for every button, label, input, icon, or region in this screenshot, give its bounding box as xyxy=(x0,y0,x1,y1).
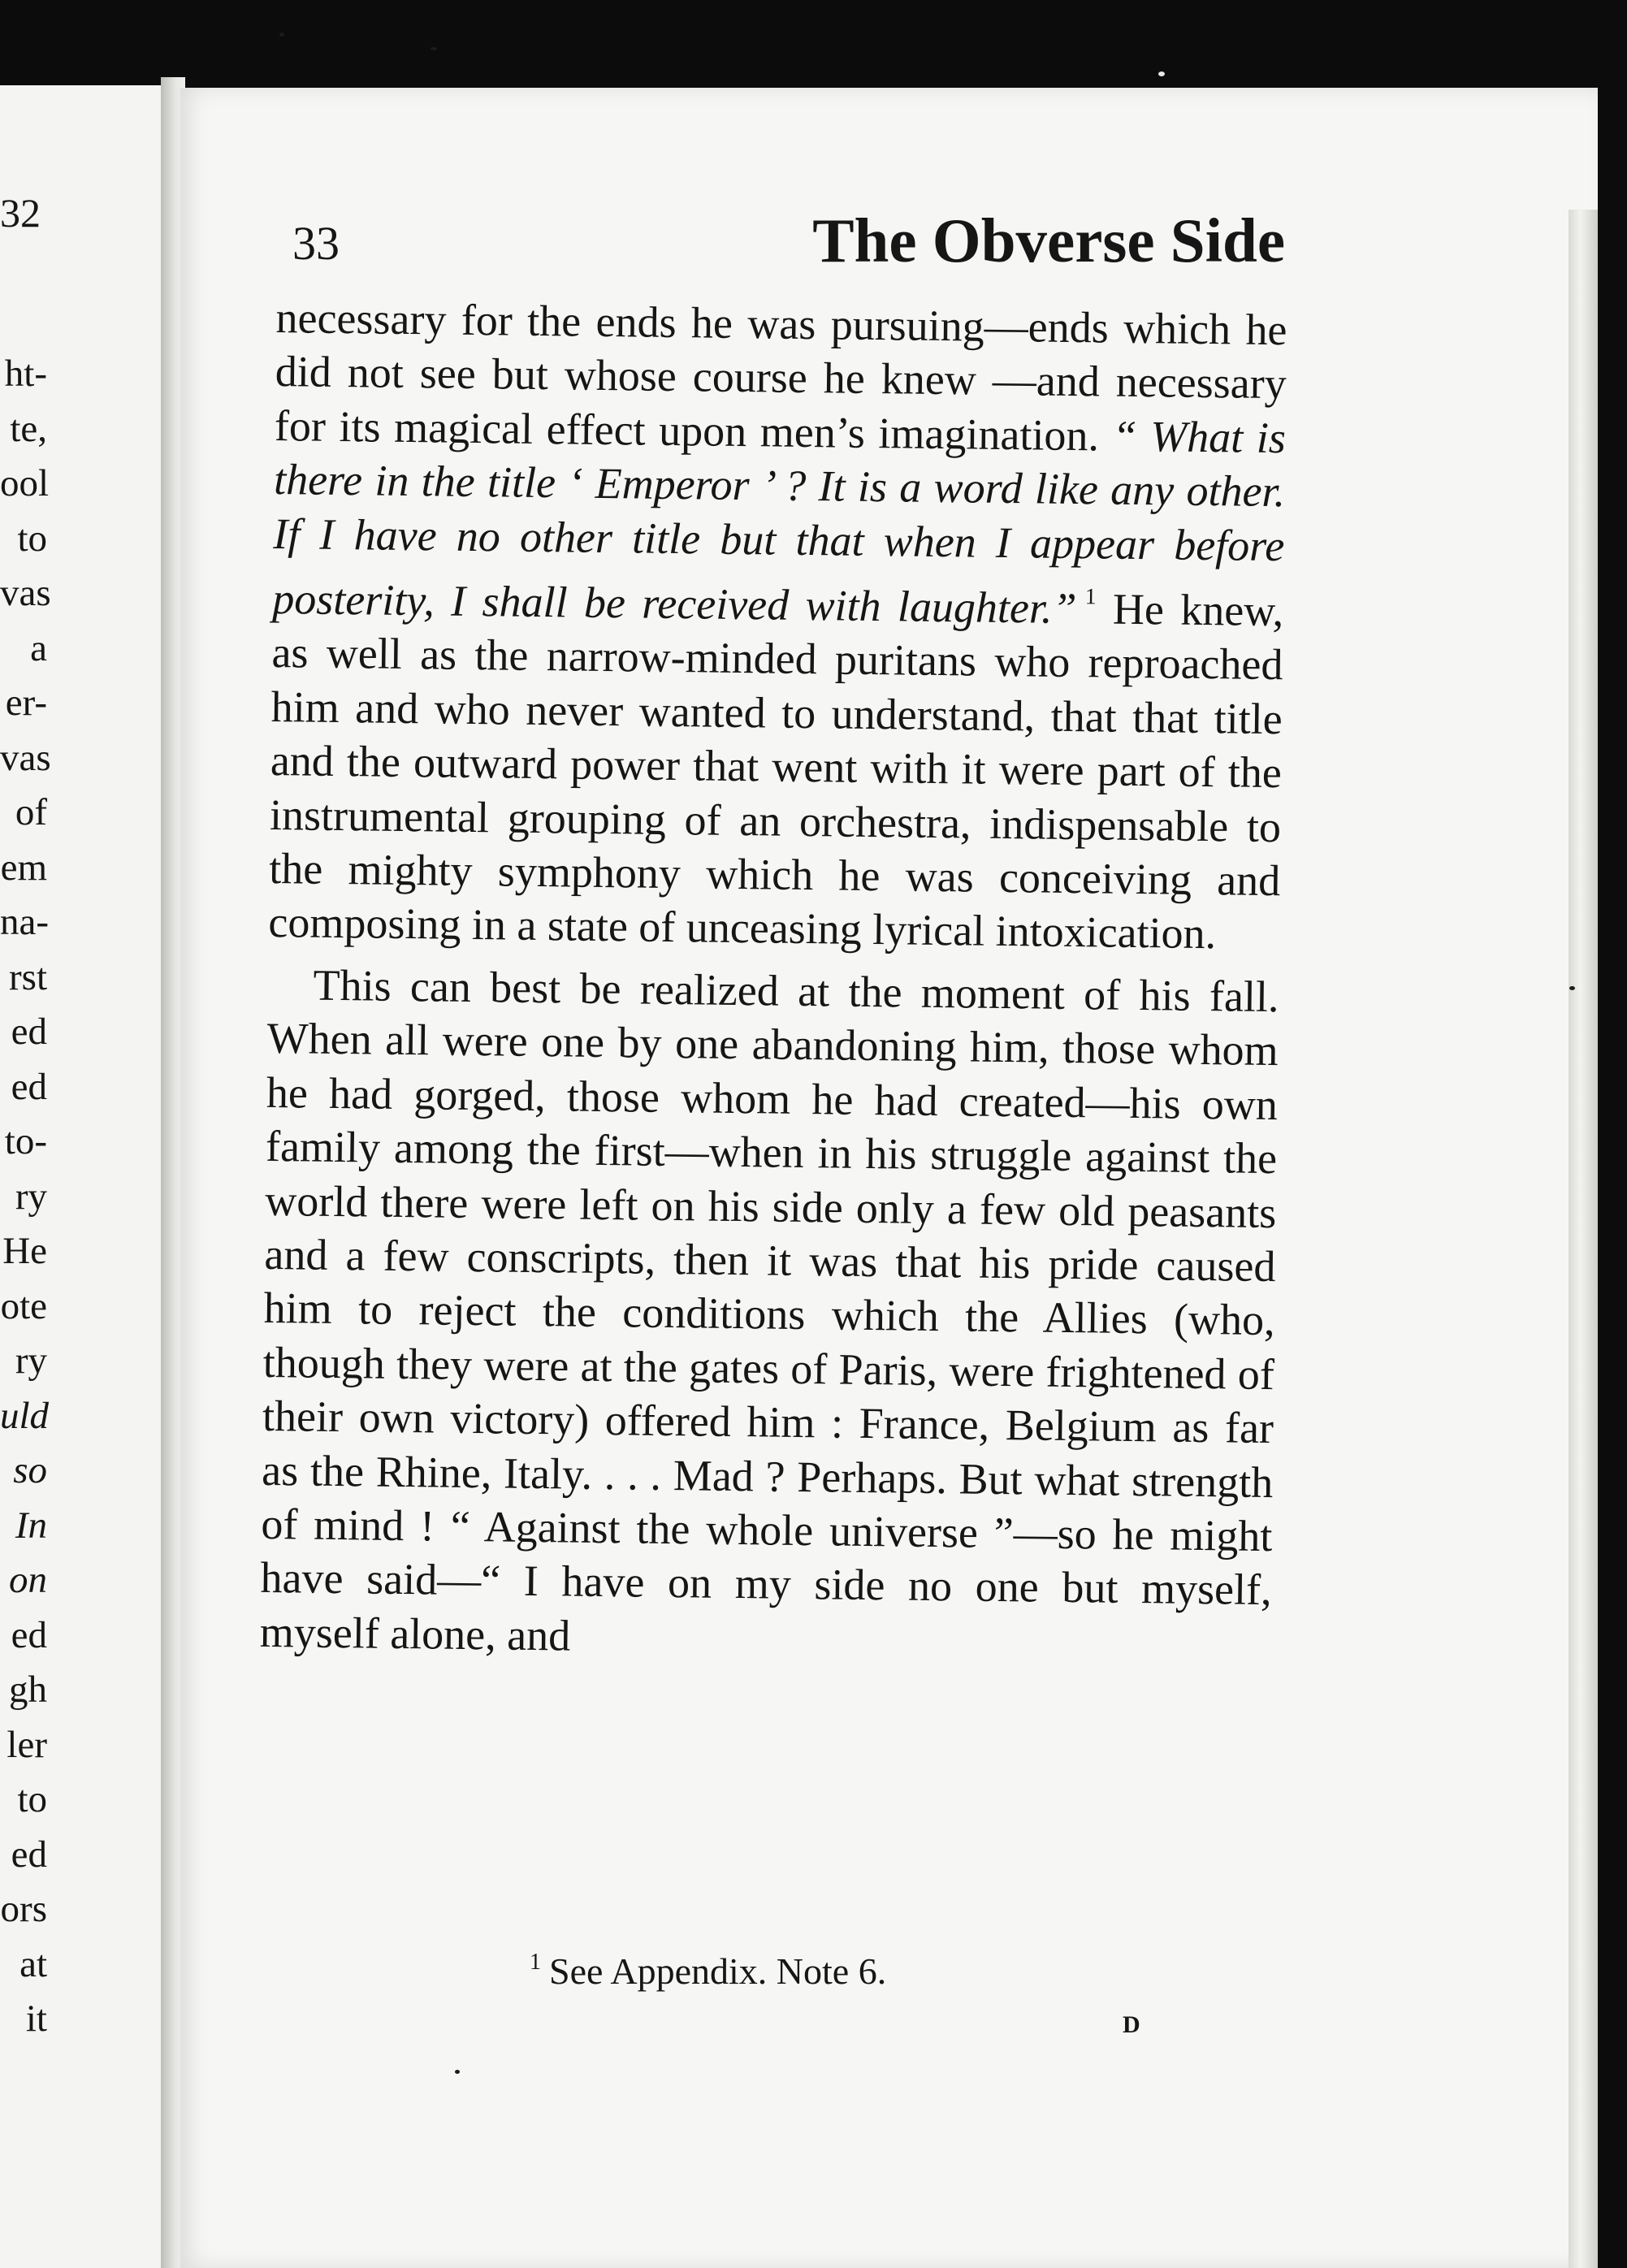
page-edge xyxy=(1569,210,1598,2268)
left-line-fragment: ry xyxy=(15,1175,47,1218)
left-line-fragment: to xyxy=(17,1778,47,1820)
footnote xyxy=(530,1950,886,1993)
running-title: The Obverse Side xyxy=(812,206,1285,275)
left-line-fragment: a xyxy=(30,626,47,669)
footnote-mark: 1 xyxy=(530,1950,541,1975)
left-line-fragment: on xyxy=(9,1559,47,1601)
left-line-fragment: ed xyxy=(11,1833,47,1876)
napoleon-quote: “ What is there in the title ‘ Emperor ’ ? It is a word like any other. If I have no other title but that when I appear before posterity, I shall be received with laughter.” xyxy=(272,411,1287,634)
left-line-fragment: at xyxy=(19,1942,47,1985)
left-line-fragment: In xyxy=(15,1504,47,1547)
body-text xyxy=(259,291,1287,1671)
left-line-fragment: of xyxy=(15,791,47,833)
left-line-fragment: it xyxy=(25,1997,47,2040)
left-line-fragment: ed xyxy=(11,1011,47,1053)
left-page-number: 32 xyxy=(0,190,41,236)
left-line-fragment: so xyxy=(13,1449,47,1491)
page-header xyxy=(292,200,1285,297)
dust-speck xyxy=(455,2070,460,2074)
footnote-text: See Appendix. Note 6. xyxy=(549,1950,887,1992)
left-line-fragment: to xyxy=(17,517,47,560)
left-line-fragment: er- xyxy=(5,682,47,724)
left-line-fragment: ool xyxy=(0,462,50,504)
signature-mark: D xyxy=(1123,2011,1141,2038)
left-line-fragment: He xyxy=(2,1230,47,1272)
dust-speck xyxy=(1158,71,1165,76)
left-line-fragment: to- xyxy=(4,1120,47,1162)
left-line-fragment: ler xyxy=(6,1723,47,1766)
dust-speck xyxy=(1569,986,1575,990)
left-line-fragment: ht- xyxy=(4,353,47,395)
right-page xyxy=(180,88,1598,2268)
left-line-fragment: ed xyxy=(11,1613,47,1656)
dust-speck xyxy=(431,47,437,50)
left-line-fragment: te, xyxy=(10,407,47,450)
left-line-fragment: rst xyxy=(9,955,47,998)
page-number: 33 xyxy=(292,217,340,270)
left-page-line-fragments xyxy=(0,347,51,2047)
paragraph-text: necessary for the ends he was pursuing—ends which he did not see but whose course he knew —and necessary for its magical effect upon men’s imagination. xyxy=(274,292,1287,461)
left-line-fragment: ors xyxy=(0,1888,47,1930)
left-line-fragment: vas xyxy=(0,736,51,779)
dust-speck xyxy=(279,32,284,37)
left-line-fragment: uld xyxy=(0,1394,50,1437)
paragraph-text: He knew, as well as the narrow-minded puritans who reproached him and who never wanted to understand, that that title and the outward power that went with it were part of the instrumental grouping of an orchestra, indispensable to the mighty symphony which he was conceiving and composing in a state of unceasing lyrical intoxication. xyxy=(268,584,1284,959)
left-line-fragment: gh xyxy=(9,1669,47,1711)
paragraph: This can best be realized at the moment of his fall. When all were one by one abandoning him, those whom he had gorged, those whom he had created—his own family among the first—when in his struggle against the world there were left on his side only a few old peasants and a few conscripts, then it was that his pride caused him to reject the conditions which the Allies (who, though they were at the gates of Paris, were frightened of their own victory) offered him : France, Belgium as far as the Rhine, Italy. . . . Mad ? Perhaps. But what strength of mind ! “ Against the whole universe ”—so he might have said—“ I have on my side no one but myself, myself alone, and xyxy=(259,960,1279,1660)
left-line-fragment: na- xyxy=(0,901,50,943)
left-line-fragment: ote xyxy=(0,1284,47,1327)
left-line-fragment: ed xyxy=(11,1065,47,1108)
left-line-fragment: em xyxy=(0,846,47,889)
left-line-fragment: vas xyxy=(0,572,51,614)
footnote-reference: 1 xyxy=(1084,584,1097,610)
left-line-fragment: ry xyxy=(15,1340,47,1382)
left-page-fragment xyxy=(0,85,170,2268)
paragraph xyxy=(268,291,1287,962)
